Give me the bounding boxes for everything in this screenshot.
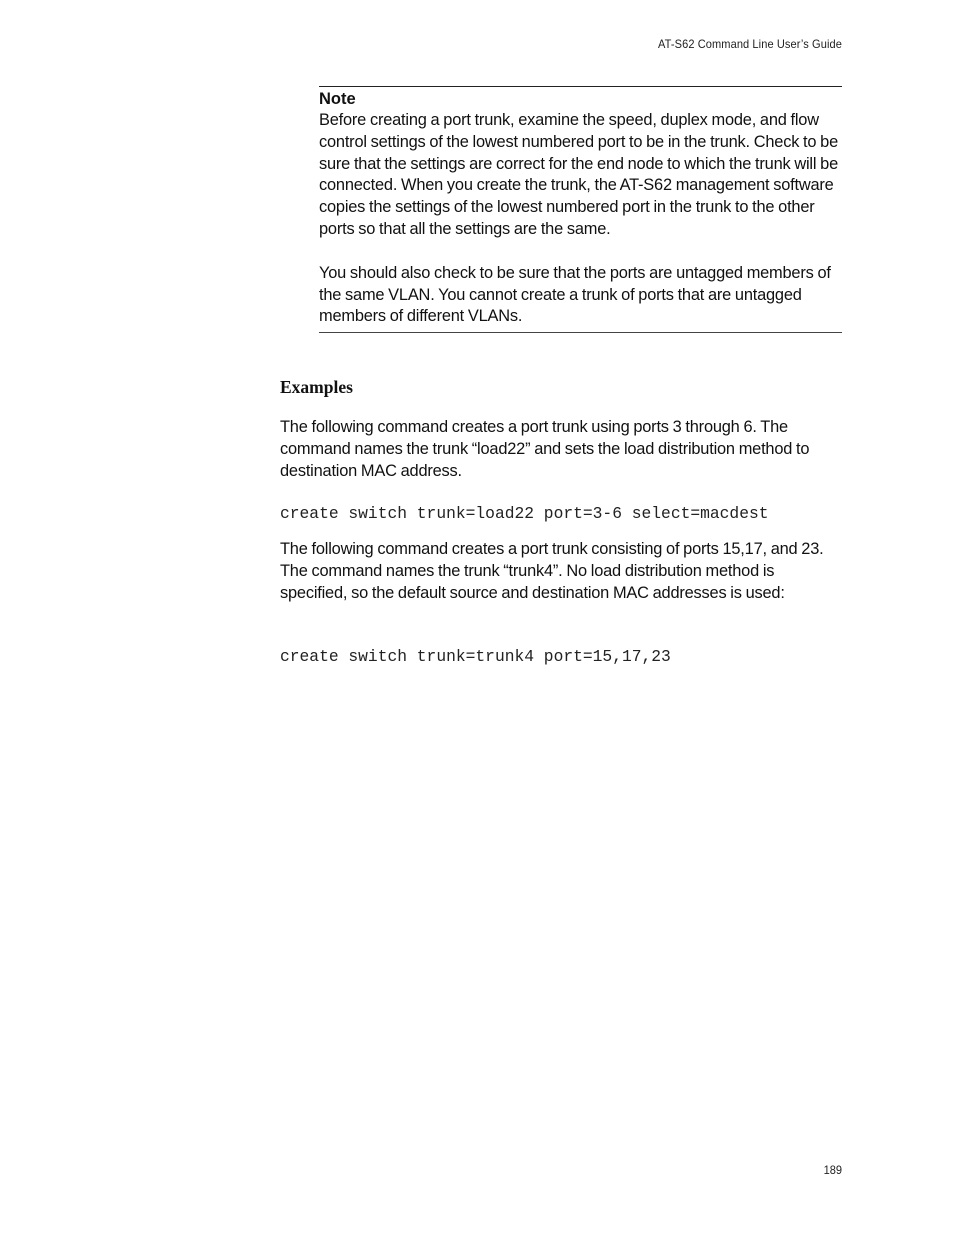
note-paragraph: You should also check to be sure that the ports are untagged members of the same VLAN. You cannot create a trunk of ports that are untagged members of different VLANs. — [319, 263, 831, 326]
running-header: AT-S62 Command Line User’s Guide — [658, 37, 842, 51]
example-description: The following command creates a port trunk consisting of ports 15,17, and 23. The command names the trunk “trunk4”. No load distribution method is specified, so the default source and destination MAC addresses is used: — [280, 540, 824, 602]
page-number: 189 — [823, 1163, 842, 1177]
example-command: create switch trunk=load22 port=3-6 select=macdest — [280, 504, 769, 523]
note-box — [319, 86, 842, 333]
note-paragraph: Before creating a port trunk, examine the speed, duplex mode, and flow control settings of the lowest numbered port to be in the trunk. Check to be sure that the settings are correct for the end node to which the trunk will be connected. When you create the trunk, the AT-S62 management software copies the settings of the lowest numbered port in the trunk to the other ports so that all the settings are the same. — [319, 111, 838, 238]
example-command: create switch trunk=trunk4 port=15,17,23 — [280, 647, 671, 666]
note-title: Note — [319, 90, 356, 108]
examples-heading: Examples — [280, 377, 353, 397]
example-description: The following command creates a port trunk using ports 3 through 6. The command names the trunk “load22” and sets the load distribution method to destination MAC address. — [280, 418, 810, 480]
